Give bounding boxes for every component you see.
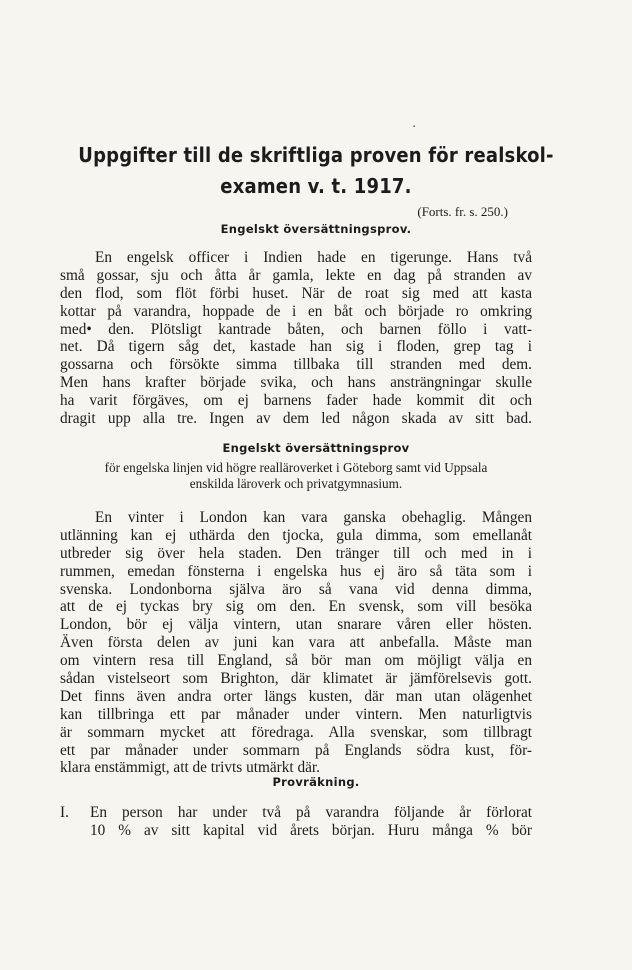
- paragraph-2: [60, 509, 532, 777]
- text-line: En vinter i London kan vara ganska obehaglig. Mången: [95, 509, 532, 526]
- print-speck: ▪: [413, 124, 416, 130]
- text-line: En engelsk officer i Indien hade en tigerunge. Hans två: [95, 249, 532, 266]
- text-line: 10 % av sitt kapital vid årets början. Huru många % bör: [90, 821, 532, 839]
- text-line: utbreder sig över hela staden. Den tränger till och med in i: [60, 544, 532, 562]
- text-line: kottar på varandra, hoppade de i en båt och började ro omkring: [60, 302, 532, 320]
- text-line: utlänning kan ej uthärda den tjocka, gula dimma, som emellanåt: [60, 526, 532, 544]
- text-line: gossarna och försökte simma tillbaka till stranden med dem.: [60, 356, 532, 374]
- text-line: net. Då tigern såg det, kastade han sig i floden, grep tag i: [60, 338, 532, 356]
- text-line: klara enstämmigt, att de trivts utmärkt där.: [60, 759, 320, 777]
- text-line: små gossar, sju och åtta år gamla, lekte en dag på stranden av: [60, 266, 532, 284]
- text-line: att de ej tyckas bry sig om den. En svensk, som vill besöka: [60, 598, 532, 616]
- text-line: med• den. Plötsligt kantrade båten, och barnen föllo i vatt-: [60, 320, 532, 338]
- text-line: svenska. Londonborna själva äro så vana vid denna dimma,: [60, 580, 532, 598]
- text-line: kan tillbringa ett par månader under vintern. Men naturligtvis: [60, 705, 532, 723]
- section-heading-1: Engelskt översättningsprov.: [220, 222, 412, 236]
- text-line: ha varit förgäves, om ej barnens fader hade kommit dit och: [60, 392, 532, 410]
- section-heading-3: Provräkning.: [272, 775, 360, 789]
- title-line-1: Uppgifter till de skriftliga proven för realskol-: [78, 143, 554, 167]
- text-line: Men hans krafter började svika, och hans ansträngningar skulle: [60, 374, 532, 392]
- text-line: om vintern resa till England, så bör man om möjligt välja en: [60, 652, 532, 670]
- text-line: En person har under två på varandra följande år förlorat: [90, 804, 532, 821]
- problem-text: [90, 804, 532, 840]
- text-line: Det finns även andra orter längs kusten, där man utan olägenhet: [60, 687, 532, 705]
- text-line: sådan vistelseort som Brighton, där klimatet är jämförelsevis gott.: [60, 670, 532, 688]
- paragraph-1: [60, 249, 532, 428]
- text-line: Även första delen av juni kan vara att anbefalla. Måste man: [60, 634, 532, 652]
- subheading-line-1: för engelska linjen vid högre realläroverket i Göteborg samt vid Uppsala: [104, 460, 488, 475]
- continuation-note: (Forts. fr. s. 250.): [417, 204, 508, 219]
- text-line: dragit upp alla tre. Ingen av dem led någon skada av sitt bad.: [60, 410, 532, 428]
- text-line: ett par månader under sommarn på Englands södra kust, för-: [60, 741, 532, 759]
- section-heading-2: Engelskt översättningsprov: [222, 441, 410, 455]
- problem-number: I.: [60, 804, 69, 821]
- text-line: den flod, som flöt förbi huset. När de roat sig med att kasta: [60, 284, 532, 302]
- text-line: London, bör ej välja vintern, utan snarare våren eller hösten.: [60, 616, 532, 634]
- subheading-line-2: enskilda läroverk och privatgymnasium.: [189, 475, 403, 491]
- text-line: är sommarn mycket att föredraga. Alla svenskar, som tillbragt: [60, 723, 532, 741]
- text-line: rummen, emedan fönsterna i engelska hus ej äro så täta som i: [60, 562, 532, 580]
- page-title: [60, 140, 572, 202]
- section-subheading: [60, 460, 532, 491]
- title-line-2: examen v. t. 1917.: [220, 174, 412, 198]
